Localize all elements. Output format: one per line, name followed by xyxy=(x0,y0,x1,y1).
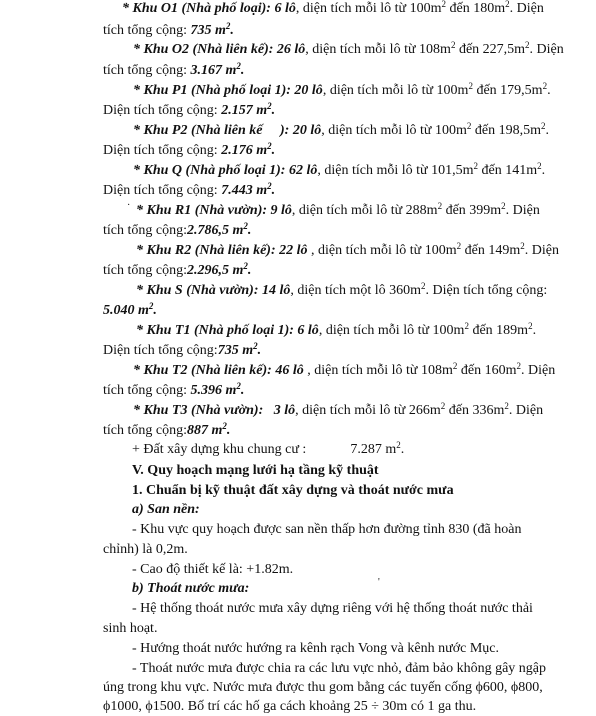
zone-t2-line1: * Khu T2 (Nhà liên kế): 46 lô , diện tích mỗi lô từ $108m^2$ đến $160m^2$. Diện xyxy=(133,361,556,378)
zone-p1-line2: Diện tích tổng cộng: 2.157 $m^2$. xyxy=(103,101,276,118)
zone-o2-line2: tích tổng cộng: 3.167 $m^2$. xyxy=(103,61,245,78)
subsection-b-heading: b) Thoát nước mưa: xyxy=(132,581,250,596)
subsection-a-heading: a) San nền: xyxy=(132,502,200,517)
section-v-heading: V. Quy hoạch mạng lưới hạ tầng kỹ thuật xyxy=(132,463,379,478)
zone-s-line1: * Khu S (Nhà vườn): 14 lô, diện tích một lô $360m^2$. Diện tích tổng cộng: xyxy=(136,281,548,298)
zone-r1-line2: tích tổng cộng:2.786,5 $m^2$. xyxy=(103,221,252,238)
zone-t3-line2: tích tổng cộng:887 $m^2$. xyxy=(103,421,231,438)
paragraph-a1-line1: - Khu vực quy hoạch được san nền thấp hơn đường tỉnh 830 (đã hoàn xyxy=(132,522,522,537)
paragraph-b1-line2: sinh hoạt. xyxy=(103,621,158,636)
paragraph-b1-line1: - Hệ thống thoát nước mưa xây dựng riêng với hệ thống thoát nước thải xyxy=(132,601,533,616)
zone-r2-line2: tích tổng cộng:2.296,5 $m^2$. xyxy=(103,261,252,278)
zone-o1-line2: tích tổng cộng: 735 $m^2$. xyxy=(103,21,234,38)
zone-r1-line1: * Khu R1 (Nhà vườn): 9 lô, diện tích mỗi lô từ $288m^2$ đến $399m^2$. Diện xyxy=(136,201,540,218)
zone-s-line2: 5.040 $m^2$. xyxy=(103,301,157,318)
zone-t1-line2: Diện tích tổng cộng:735 $m^2$. xyxy=(103,341,262,358)
section-1-heading: 1. Chuẩn bị kỹ thuật đất xây dựng và thoát nước mưa xyxy=(132,483,454,498)
paragraph-a1-line2: chỉnh) là 0,2m. xyxy=(103,542,188,557)
paragraph-b3-line2: úng trong khu vực. Nước mưa được thu gom bằng các tuyến cống ϕ600, ϕ800, xyxy=(103,680,543,695)
zone-p2-line2: Diện tích tổng cộng: 2.176 $m^2$. xyxy=(103,141,276,158)
zone-o1-line1: * Khu O1 (Nhà phố loại): 6 lô, diện tích mỗi lô từ $100m^2$ đến $180m^2$. Diện xyxy=(122,0,544,16)
zone-p1-line1: * Khu P1 (Nhà phố loại 1): 20 lô, diện tích mỗi lô từ $100m^2$ đến $179,5m^2$. xyxy=(133,81,551,98)
apartment-land: + Đất xây dựng khu chung cư : 7.287 $m^2$. xyxy=(132,440,405,457)
zone-t1-line1: * Khu T1 (Nhà phố loại 1): 6 lô, diện tích mỗi lô từ $100m^2$ đến $189m^2$. xyxy=(136,321,537,338)
zone-o2-line1: * Khu O2 (Nhà liên kế): 26 lô, diện tích mỗi lô từ $108m^2$ đến $227,5m^2$. Diện xyxy=(133,40,564,57)
paragraph-a2: - Cao độ thiết kế là: +1.82m. xyxy=(132,562,294,577)
zone-r2-line1: * Khu R2 (Nhà liên kế): 22 lô , diện tích mỗi lô từ $100m^2$ đến $149m^2$. Diện xyxy=(136,241,559,258)
paragraph-b2: - Hướng thoát nước hướng ra kênh rạch Vong và kênh nước Mục. xyxy=(132,641,499,656)
scan-speck: ' xyxy=(378,577,380,588)
zone-t3-line1: * Khu T3 (Nhà vườn): 3 lô, diện tích mỗi lô từ $266m^2$ đến $336m^2$. Diện xyxy=(133,401,544,418)
scan-speck: · xyxy=(127,200,131,211)
paragraph-b3-line3: ϕ1000, ϕ1500. Bố trí các hố ga cách khoảng 25 ÷ 30m có 1 ga thu. xyxy=(103,699,477,714)
zone-q-line1: * Khu Q (Nhà phố loại 1): 62 lô, diện tích mỗi lô từ $101,5m^2$ đến $141m^2$. xyxy=(133,161,546,178)
zone-t2-line2: tích tổng cộng: 5.396 $m^2$. xyxy=(103,381,245,398)
zone-q-line2: Diện tích tổng cộng: 7.443 $m^2$. xyxy=(103,181,276,198)
paragraph-b3-line1: - Thoát nước mưa được chia ra các lưu vực nhỏ, đảm bảo không gây ngập xyxy=(132,661,547,676)
zone-p2-line1: * Khu P2 (Nhà liên kế ): 20 lô, diện tích mỗi lô từ $100m^2$ đến $198,5m^2$. xyxy=(133,121,549,138)
